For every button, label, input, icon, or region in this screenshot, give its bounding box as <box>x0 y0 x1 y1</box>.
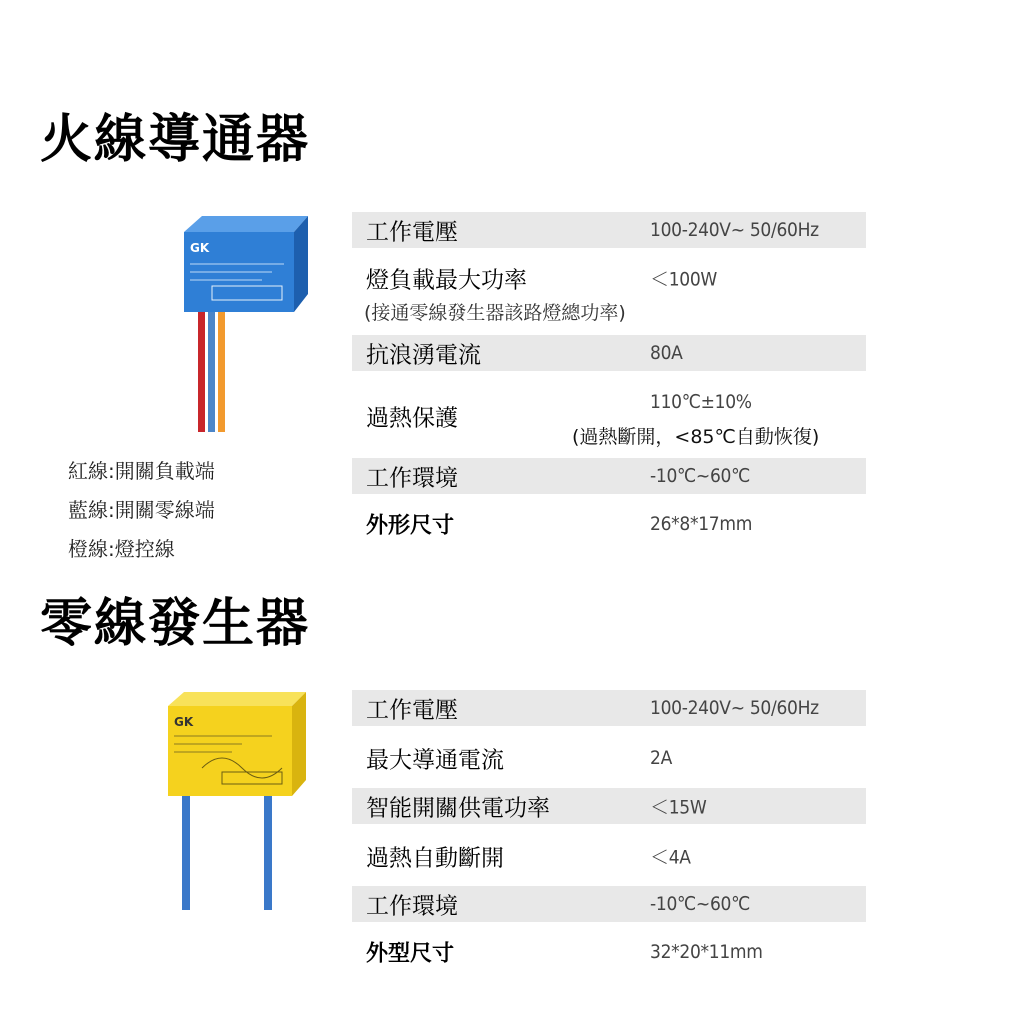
spec-label: 抗浪湧電流 <box>366 342 481 369</box>
blue-wire <box>208 304 215 432</box>
spec-label: 過熱保護 <box>366 405 458 432</box>
blue-wire-left <box>182 790 190 910</box>
live-wire-conductor-device-image <box>172 214 312 432</box>
legend-blue-wire: 藍線:開關零線端 <box>68 498 215 522</box>
spec-label: 過熱自動斷開 <box>366 845 504 872</box>
device1-brand: GK <box>190 241 210 255</box>
spec-row <box>352 788 866 824</box>
spec-row <box>352 838 866 874</box>
spec-row <box>352 886 866 922</box>
spec-value: ＜100W <box>650 268 718 291</box>
spec-row <box>352 260 866 296</box>
spec-label: 燈負載最大功率 <box>366 267 527 294</box>
spec-row <box>352 212 866 248</box>
blue-wire-right <box>264 790 272 910</box>
spec-note: (接通零線發生器該路燈總功率) <box>364 302 626 324</box>
spec-label: 智能開關供電功率 <box>366 795 550 822</box>
spec-value: ＜15W <box>650 796 707 819</box>
neutral-wire-generator-device-image <box>162 690 308 910</box>
red-wire <box>198 304 205 432</box>
legend-red-wire: 紅線:開關負載端 <box>68 459 215 483</box>
spec-label: 工作環境 <box>366 465 458 492</box>
spec-label: 工作環境 <box>366 893 458 920</box>
device2-brand: GK <box>174 715 194 729</box>
spec-row <box>352 335 866 371</box>
spec-value: 100-240V~ 50/60Hz <box>650 697 819 719</box>
section1-title: 火線導通器 <box>40 110 311 170</box>
spec-value: 26*8*17mm <box>650 513 753 535</box>
spec-value: -10℃~60℃ <box>650 893 750 915</box>
spec-value: 100-240V~ 50/60Hz <box>650 219 819 241</box>
spec-value: -10℃~60℃ <box>650 465 750 487</box>
spec-value: 80A <box>650 342 683 364</box>
spec-value: ＜4A <box>650 846 691 869</box>
spec-label: 工作電壓 <box>366 219 458 246</box>
section2-title: 零線發生器 <box>40 594 311 654</box>
legend-orange-wire: 橙線:燈控線 <box>68 537 175 561</box>
spec-value: 32*20*11mm <box>650 941 763 963</box>
spec-row <box>352 690 866 726</box>
spec-label: 外型尺寸 <box>366 941 455 967</box>
spec-value: 2A <box>650 747 672 769</box>
orange-wire <box>218 304 225 432</box>
spec-row <box>352 506 866 542</box>
spec-row <box>352 934 866 970</box>
spec-label: 工作電壓 <box>366 697 458 724</box>
spec-label: 最大導通電流 <box>366 747 504 774</box>
spec-label: 外形尺寸 <box>366 513 455 539</box>
spec-note: (過熱斷開，<85℃自動恢復) <box>572 426 820 448</box>
spec-row <box>352 458 866 494</box>
spec-value: 110℃±10% <box>650 391 752 413</box>
spec-row <box>352 740 866 776</box>
